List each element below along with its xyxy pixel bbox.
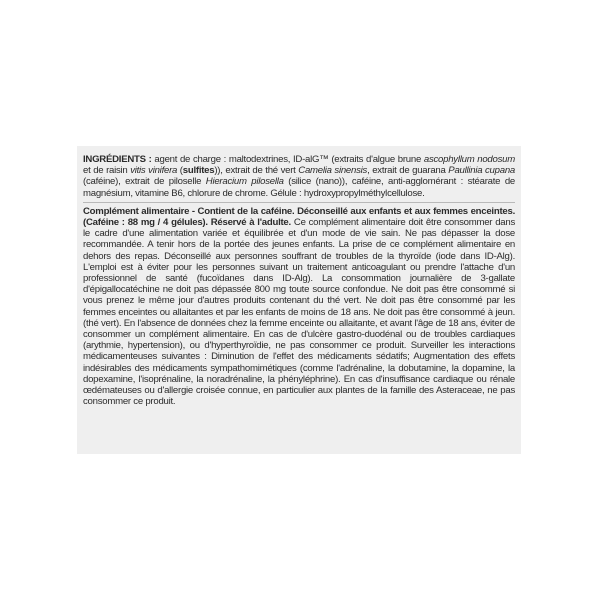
ingredients-text: , extrait de guarana <box>367 165 449 177</box>
ingredients-paragraph <box>83 154 515 199</box>
ingredient-latin-name: Hieracium pilosella <box>205 176 284 188</box>
product-label-panel <box>77 146 521 454</box>
warnings-text: Ce complément alimentaire doit être consommer dans le cadre d'une alimentation variée et équilibrée et d'un mode de vie sain. Ne pas dépasser la dose recommandée. A tenir hors de la portée des jeunes enfants. La prise de ce complément alimentaire en dehors des repas. Déconseillé aux personnes souffrant de troubles de la thyroïde (iode dans ID-Alg). L'emploi est à éviter pour les personnes suivant un traitement anticoagulant ou prendre l'attache d'un professionnel de santé (fucoïdanes dans ID-Alg). La consommation journalière de 3-gallate d'épigallocatéchine ne doit pas dépassée 800 mg toute source confondue. Ne doit pas être consommé si vous prenez le même jour d'autres produits contenant du thé vert. Ne doit pas être consommé par les femmes enceintes ou allaitantes et par les enfants de moins de 18 ans. Ne doit pas être consommé à jeun. (thé vert). En l'absence de données chez la femme enceinte ou allaitante, et avant l'âge de 18 ans, éviter de consommer un complément alimentaire. En cas de d'ulcère gastro-duodénal ou de troubles cardiaques (arythmie, hypertension), ou d'hyperthyroïdie, ne pas consommer ce produit. Surveiller les interactions médicamenteuses suivantes : Diminution de l'effet des médicaments sédatifs; Augmentation des effets indésirables des médicaments sympathomimétiques (comme l'adrénaline, la dobutamine, la dopamine, la dopexamine, l'isoprénaline, la noradrénaline, la phényléphrine). En cas d'insuffisance cardiaque ou rénale œdémateuses ou d'allergie croisée connue, en particulier aux plantes de la famille des Asteraceae, ne pas consommer ce produit. <box>83 217 515 408</box>
ingredients-text: (silice (nano)), caféine, anti-agglomérant : stéarate de magnésium, vitamine B6, chlorure de chrome. Gélule : hydroxypropylméthylcellulose. <box>83 176 515 199</box>
ingredient-latin-name: vitis vinifera <box>130 165 178 177</box>
ingredient-latin-name: Paullinia cupana <box>448 165 515 177</box>
ingredients-text: agent de charge : maltodextrines, ID-alG™ (extraits d'algue brune <box>151 154 424 165</box>
section-divider <box>83 202 515 203</box>
warnings-paragraph <box>83 206 515 408</box>
ingredients-heading: INGRÉDIENTS : <box>83 154 152 165</box>
ingredient-latin-name: Camelia sinensis <box>298 165 368 177</box>
ingredients-text: et de raisin <box>83 165 131 177</box>
allergen-sulfites: sulfites <box>182 165 215 177</box>
ingredient-latin-name: ascophyllum nodosum <box>423 154 515 165</box>
ingredients-text: ( <box>177 165 183 177</box>
ingredients-text: (caféine), extrait de piloselle <box>83 176 206 188</box>
ingredients-text: )), extrait de thé vert <box>214 165 299 177</box>
warnings-heading: Complément alimentaire - Contient de la caféine. Déconseillé aux enfants et aux femmes enceintes. (Caféine : 88 mg / 4 gélules). Réservé à l'adulte. <box>83 205 515 229</box>
